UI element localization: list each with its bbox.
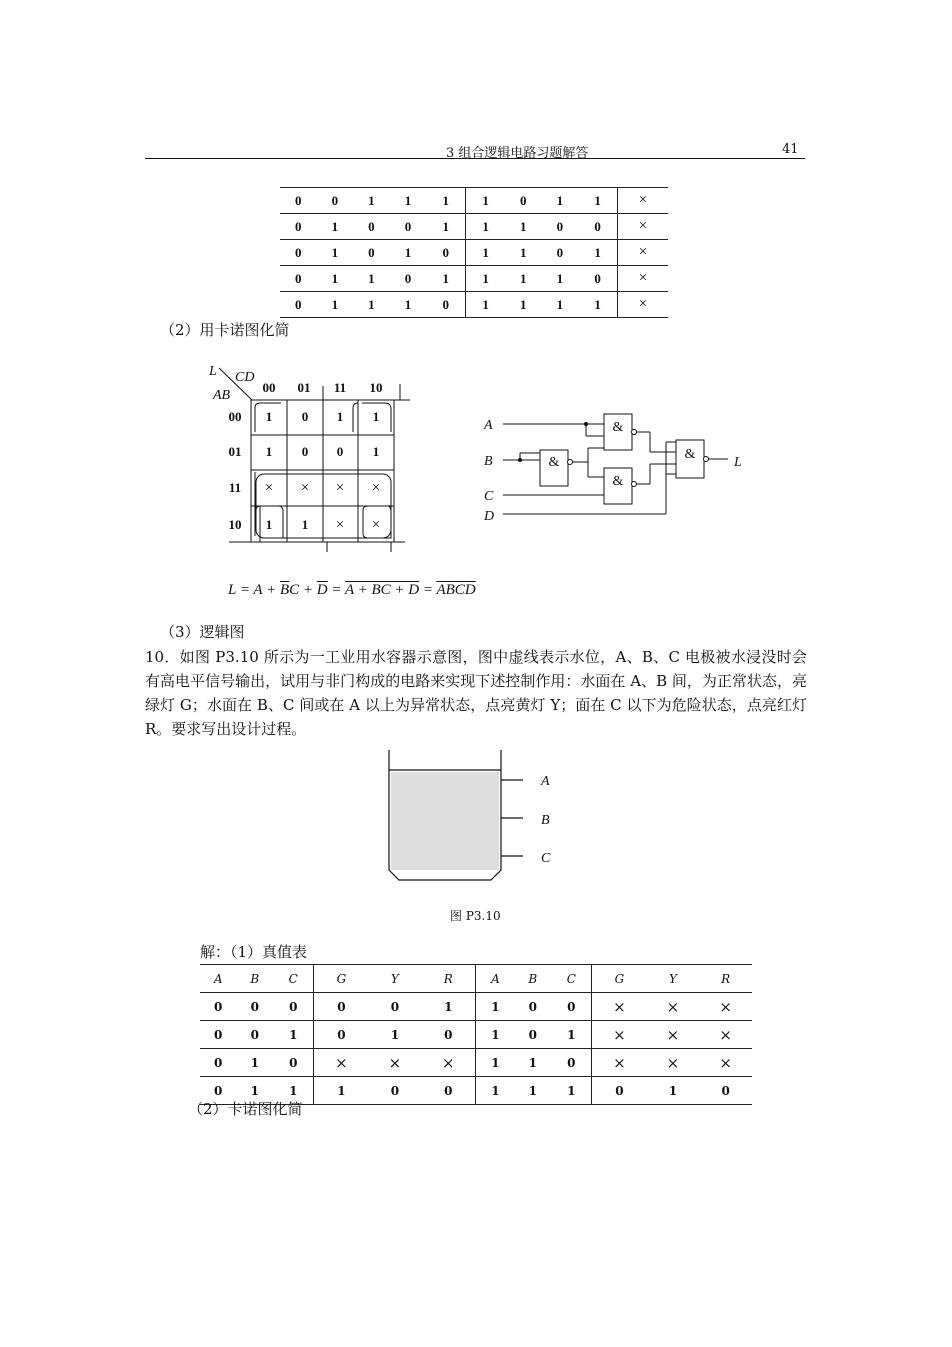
table-cell: 1 bbox=[542, 266, 579, 292]
table-cell: × bbox=[592, 1021, 647, 1049]
kmap-col-label: 00 bbox=[262, 380, 276, 395]
table-cell: 0 bbox=[390, 214, 427, 240]
circuit-input-label: A bbox=[484, 418, 493, 433]
table-header: G bbox=[314, 965, 369, 993]
table-cell: 1 bbox=[390, 188, 427, 214]
table-cell: 0 bbox=[514, 1021, 551, 1049]
table-cell: 1 bbox=[426, 188, 465, 214]
table-cell: 0 bbox=[273, 993, 314, 1021]
kmap-cell: 1 bbox=[301, 517, 309, 532]
table-cell: × bbox=[699, 993, 752, 1021]
table-cell: × bbox=[647, 1049, 700, 1077]
gate-symbol: & bbox=[548, 455, 560, 470]
table-cell: 0 bbox=[314, 1021, 369, 1049]
table-cell: 1 bbox=[236, 1077, 273, 1105]
table-cell: × bbox=[618, 240, 669, 266]
table-cell: 1 bbox=[369, 1021, 422, 1049]
table-cell: 1 bbox=[647, 1077, 700, 1105]
table-cell: 0 bbox=[200, 1077, 236, 1105]
table-cell: 0 bbox=[353, 240, 390, 266]
circuit-input-label: C bbox=[484, 489, 494, 504]
circuit-input-label: B bbox=[484, 454, 493, 469]
kmap-col-label: 01 bbox=[297, 380, 311, 395]
table-cell: 1 bbox=[273, 1077, 314, 1105]
table-cell: 0 bbox=[200, 1049, 236, 1077]
table-cell: 0 bbox=[200, 993, 236, 1021]
kmap-cell: × bbox=[371, 517, 381, 533]
table-row bbox=[200, 1049, 752, 1077]
kmap-output-label: L bbox=[209, 364, 217, 379]
table-cell: 0 bbox=[699, 1077, 752, 1105]
electrode-label: C bbox=[541, 851, 551, 866]
kmap-cell: × bbox=[335, 480, 345, 496]
kmap-cell: 1 bbox=[265, 517, 273, 532]
formula-term: A + BC + D bbox=[344, 582, 420, 598]
table-cell: 1 bbox=[514, 1049, 551, 1077]
formula-term: $\overline{B}$ bbox=[279, 582, 290, 598]
table-header: B bbox=[236, 965, 273, 993]
truth-table-continued bbox=[280, 187, 668, 318]
table-cell: 0 bbox=[551, 1049, 592, 1077]
formula-prefix: L = A + bbox=[228, 582, 280, 598]
table-row bbox=[200, 1021, 752, 1049]
table-cell: 1 bbox=[476, 993, 514, 1021]
table-header: Y bbox=[647, 965, 700, 993]
table-cell: 1 bbox=[426, 266, 465, 292]
table-cell: 0 bbox=[542, 214, 579, 240]
table-row bbox=[280, 214, 668, 240]
table-cell: × bbox=[647, 1021, 700, 1049]
table-cell: 0 bbox=[421, 1021, 476, 1049]
kmap-row-label: 01 bbox=[228, 444, 242, 459]
kmap-cell: × bbox=[335, 517, 345, 533]
table-header: A bbox=[200, 965, 236, 993]
table-row bbox=[280, 266, 668, 292]
section-3-label: （3）逻辑图 bbox=[160, 623, 245, 641]
table-cell: 1 bbox=[466, 266, 505, 292]
table-cell: 0 bbox=[236, 1021, 273, 1049]
table-header: R bbox=[421, 965, 476, 993]
table-cell: 0 bbox=[236, 993, 273, 1021]
table-cell: × bbox=[618, 292, 669, 318]
table-cell: 0 bbox=[314, 993, 369, 1021]
formula-term: C bbox=[454, 582, 465, 598]
formula-term: C bbox=[289, 582, 300, 598]
kmap-row-label: 00 bbox=[228, 409, 242, 424]
table-cell: 1 bbox=[390, 240, 427, 266]
table-header: C bbox=[551, 965, 592, 993]
kmap-cell: 1 bbox=[265, 444, 273, 459]
table-cell: 1 bbox=[466, 188, 505, 214]
table-cell: 0 bbox=[280, 188, 317, 214]
gate-symbol: & bbox=[612, 420, 624, 435]
header-rule bbox=[145, 158, 805, 159]
table-cell: 1 bbox=[551, 1021, 592, 1049]
table-cell: 1 bbox=[236, 1049, 273, 1077]
table-cell: 1 bbox=[578, 188, 617, 214]
kmap-cell: 1 bbox=[336, 409, 344, 424]
table-cell: 1 bbox=[273, 1021, 314, 1049]
table-cell: 1 bbox=[466, 292, 505, 318]
kmap-cell: × bbox=[371, 480, 381, 496]
table-cell: 1 bbox=[314, 1077, 369, 1105]
table-cell: 0 bbox=[369, 1077, 422, 1105]
formula-term: $\overline{D}$ bbox=[316, 582, 328, 598]
kmap-col-label: 11 bbox=[333, 380, 347, 395]
gate-symbol: & bbox=[612, 474, 624, 489]
table-cell: 0 bbox=[514, 993, 551, 1021]
electrode-label: B bbox=[541, 813, 550, 828]
water-container-figure bbox=[385, 746, 565, 886]
table-cell: 0 bbox=[280, 240, 317, 266]
table-cell: 0 bbox=[353, 214, 390, 240]
truth-table bbox=[200, 964, 752, 1105]
table-cell: 1 bbox=[505, 214, 542, 240]
table-cell: 1 bbox=[542, 292, 579, 318]
table-cell: 0 bbox=[369, 993, 422, 1021]
table-cell: 0 bbox=[421, 1077, 476, 1105]
kmap-cell: 0 bbox=[301, 409, 309, 424]
kmap-cd-label: CD bbox=[235, 370, 255, 385]
table-cell: × bbox=[699, 1021, 752, 1049]
table-cell: 1 bbox=[505, 240, 542, 266]
table-cell: 1 bbox=[514, 1077, 551, 1105]
formula-operator: + bbox=[299, 582, 317, 598]
table-cell: 1 bbox=[317, 240, 354, 266]
kmap-cell: 1 bbox=[265, 409, 273, 424]
kmap-cell: 0 bbox=[336, 444, 344, 459]
table-header: R bbox=[699, 965, 752, 993]
table-cell: 1 bbox=[317, 266, 354, 292]
table-row bbox=[200, 993, 752, 1021]
table-header: A bbox=[476, 965, 514, 993]
kmap-row-label: 11 bbox=[228, 480, 242, 495]
figure-caption: 图 P3.10 bbox=[450, 909, 501, 923]
formula-operator: = bbox=[419, 582, 437, 598]
circuit-input-label: D bbox=[484, 509, 495, 524]
table-cell: 1 bbox=[353, 266, 390, 292]
table-cell: 1 bbox=[426, 214, 465, 240]
table-row bbox=[280, 240, 668, 266]
formula-operator: = bbox=[327, 582, 345, 598]
table-cell: 0 bbox=[426, 240, 465, 266]
table-cell: × bbox=[618, 188, 669, 214]
table-cell: × bbox=[699, 1049, 752, 1077]
table-row bbox=[280, 188, 668, 214]
table-cell: 0 bbox=[426, 292, 465, 318]
kmap-ab-label: AB bbox=[213, 388, 231, 403]
page-number: 41 bbox=[782, 142, 799, 157]
table-cell: 0 bbox=[280, 266, 317, 292]
table-row bbox=[280, 292, 668, 318]
kmap-cell: × bbox=[300, 480, 310, 496]
table-cell: 0 bbox=[273, 1049, 314, 1077]
electrode-label: A bbox=[541, 774, 550, 789]
formula-term: D bbox=[464, 582, 476, 598]
table-cell: 0 bbox=[200, 1021, 236, 1049]
table-cell: × bbox=[647, 993, 700, 1021]
table-header: C bbox=[273, 965, 314, 993]
table-cell: × bbox=[618, 266, 669, 292]
table-header: G bbox=[592, 965, 647, 993]
table-cell: 0 bbox=[551, 993, 592, 1021]
problem-10-text: 10．如图 P3.10 所示为一工业用水容器示意图，图中虚线表示水位，A、B、C 电极被水浸没时会有高电平信号输出，试用与非门构成的电路来实现下述控制作用：水面在 A、B 间，为正常状态，亮绿灯 G；水面在 B、C 间或在 A 以上为异常状态，点亮黄灯 Y；面在 C 以下为危险状态，点亮红灯 R。要求写出设计过程。 bbox=[145, 648, 807, 738]
table-cell: 0 bbox=[390, 266, 427, 292]
simplified-formula bbox=[228, 582, 476, 599]
logic-circuit bbox=[470, 400, 760, 530]
table-cell: 0 bbox=[280, 214, 317, 240]
table-cell: 1 bbox=[578, 292, 617, 318]
solution-label: 解：（1）真值表 bbox=[200, 943, 308, 961]
table-cell: 0 bbox=[505, 188, 542, 214]
table-cell: 1 bbox=[390, 292, 427, 318]
table-cell: 1 bbox=[421, 993, 476, 1021]
table-cell: × bbox=[592, 1049, 647, 1077]
formula-term: A bbox=[436, 582, 446, 598]
table-cell: 0 bbox=[578, 266, 617, 292]
water-fill bbox=[391, 772, 499, 870]
table-cell: 1 bbox=[466, 240, 505, 266]
table-header: B bbox=[514, 965, 551, 993]
kmap-cell: 1 bbox=[372, 409, 380, 424]
section-2-label: （2）用卡诺图化简 bbox=[160, 321, 290, 339]
kmap-row-label: 10 bbox=[228, 517, 242, 532]
kmap-cell: × bbox=[264, 480, 274, 496]
table-cell: 0 bbox=[317, 188, 354, 214]
circuit-output-label: L bbox=[734, 455, 742, 470]
table-cell: 1 bbox=[476, 1021, 514, 1049]
table-cell: 1 bbox=[317, 214, 354, 240]
table-cell: × bbox=[314, 1049, 369, 1077]
table-cell: 0 bbox=[578, 214, 617, 240]
table-cell: 0 bbox=[542, 240, 579, 266]
table-cell: 1 bbox=[551, 1077, 592, 1105]
table-cell: 1 bbox=[353, 188, 390, 214]
table-cell: 1 bbox=[505, 266, 542, 292]
table-cell: × bbox=[592, 993, 647, 1021]
table-cell: 1 bbox=[317, 292, 354, 318]
table-cell: × bbox=[369, 1049, 422, 1077]
table-cell: 1 bbox=[476, 1049, 514, 1077]
table-cell: 1 bbox=[476, 1077, 514, 1105]
formula-term: B bbox=[445, 582, 455, 598]
karnaugh-map bbox=[205, 360, 420, 555]
kmap-loop bbox=[353, 403, 358, 432]
table-cell: 0 bbox=[592, 1077, 647, 1105]
gate-symbol: & bbox=[684, 447, 696, 462]
table-cell: 0 bbox=[280, 292, 317, 318]
kmap-cell: 0 bbox=[301, 444, 309, 459]
table-cell: × bbox=[421, 1049, 476, 1077]
table-cell: 1 bbox=[542, 188, 579, 214]
table-cell: 1 bbox=[505, 292, 542, 318]
table-cell: × bbox=[618, 214, 669, 240]
kmap-col-label: 10 bbox=[369, 380, 383, 395]
kmap-cell: 1 bbox=[372, 444, 380, 459]
running-header-title: 3 组合逻辑电路习题解答 bbox=[446, 146, 589, 161]
table-cell: 1 bbox=[466, 214, 505, 240]
table-cell: 1 bbox=[353, 292, 390, 318]
table-cell: 1 bbox=[578, 240, 617, 266]
section-2b-label: （2）卡诺图化简 bbox=[188, 1100, 303, 1118]
table-header: Y bbox=[369, 965, 422, 993]
